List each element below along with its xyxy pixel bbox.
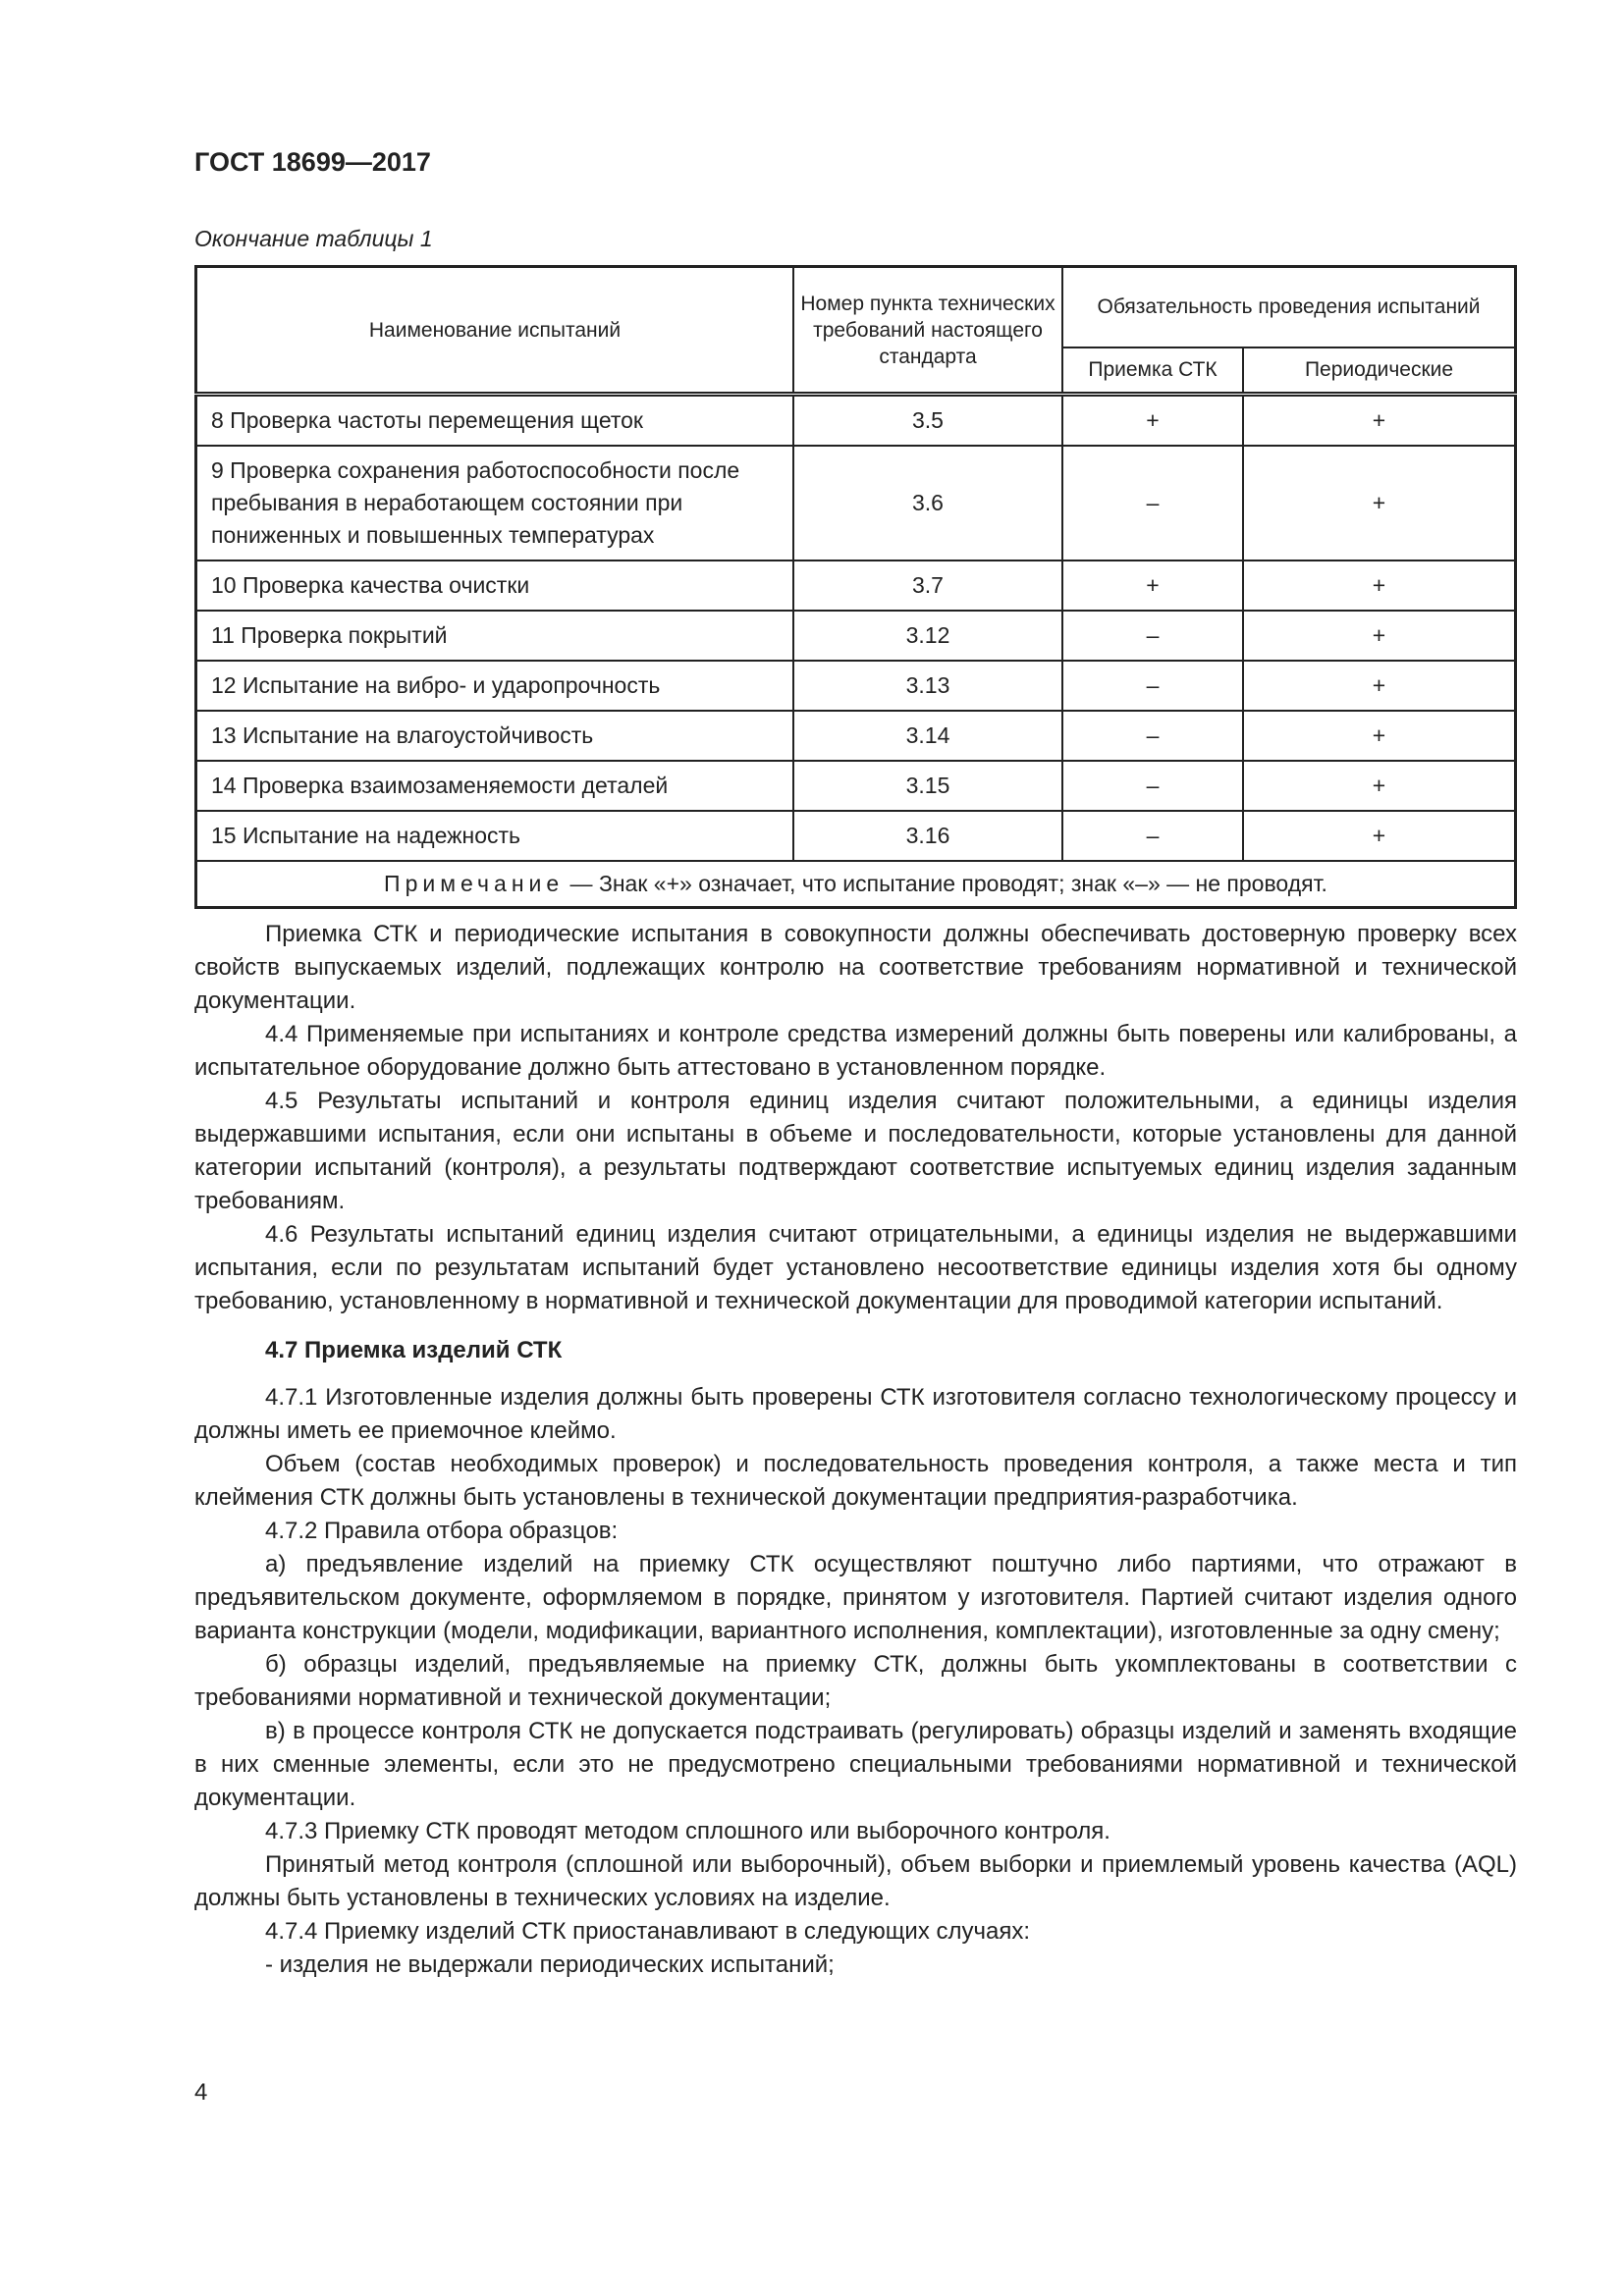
list-item: - изделия не выдержали периодических испытаний; [265, 1951, 835, 1978]
col-header-name: Наименование испытаний [196, 267, 794, 395]
cell-periodic: + [1243, 395, 1516, 447]
paragraph: 4.7.1 Изготовленные изделия должны быть проверены СТК изготовителя согласно технологическому процессу и должны иметь ее приемочное клеймо. [194, 1384, 1517, 1444]
paragraph: 4.7.4 Приемку изделий СТК приостанавливают в следующих случаях: [265, 1918, 1031, 1945]
cell-clause: 3.7 [793, 561, 1062, 611]
table-row [196, 611, 1516, 661]
cell-clause: 3.12 [793, 611, 1062, 661]
cell-periodic: + [1243, 611, 1516, 661]
cell-clause: 3.6 [793, 446, 1062, 561]
cell-clause: 3.15 [793, 761, 1062, 811]
tests-table [194, 265, 1517, 909]
table-row [196, 395, 1516, 447]
note-text: — Знак «+» означает, что испытание проводят; знак «–» — не проводят. [564, 871, 1327, 896]
cell-clause: 3.16 [793, 811, 1062, 861]
paragraph: 4.5 Результаты испытаний и контроля единиц изделия считают положительными, а единицы изделия выдержавшими испытания, если они испытаны в объеме и последовательности, которые установлены для данной категории испытаний (контроля), а результаты подтверждают соответствие испытуемых единиц изделия заданным требованиям. [194, 1088, 1517, 1214]
cell-acceptance: – [1062, 661, 1243, 711]
cell-name: 8 Проверка частоты перемещения щеток [196, 395, 794, 447]
cell-periodic: + [1243, 661, 1516, 711]
table-row [196, 811, 1516, 861]
cell-acceptance: – [1062, 446, 1243, 561]
paragraph: в) в процессе контроля СТК не допускается подстраивать (регулировать) образцы изделий и заменять входящие в них сменные элементы, если это не предусмотрено специальными требованиями нормативной и технической документации. [194, 1718, 1517, 1811]
paragraph: 4.4 Применяемые при испытаниях и контроле средства измерений должны быть поверены или калиброваны, а испытательное оборудование должно быть аттестовано в установленном порядке. [194, 1021, 1517, 1081]
cell-acceptance: – [1062, 711, 1243, 761]
cell-name: 11 Проверка покрытий [196, 611, 794, 661]
cell-acceptance: + [1062, 561, 1243, 611]
table-caption: Окончание таблицы 1 [194, 226, 433, 251]
cell-periodic: + [1243, 561, 1516, 611]
table-note [196, 861, 1516, 908]
paragraph: 4.7.3 Приемку СТК проводят методом сплошного или выборочного контроля. [265, 1818, 1110, 1844]
paragraph: б) образцы изделий, предъявляемые на приемку СТК, должны быть укомплектованы в соответствии с требованиями нормативной и технической документации; [194, 1651, 1517, 1711]
table-row [196, 661, 1516, 711]
col-header-mandatory: Обязательность проведения испытаний [1062, 267, 1516, 347]
paragraph: 4.6 Результаты испытаний единиц изделия считают отрицательными, а единицы изделия не выдержавшими испытания, если по результатам испытаний будет установлено несоответствие единицы изделия хотя бы одному требованию, установленному в нормативной и технической документации для проводимой категории испытаний. [194, 1221, 1517, 1314]
cell-periodic: + [1243, 761, 1516, 811]
paragraph: Принятый метод контроля (сплошной или выборочный), объем выборки и приемлемый уровень качества (AQL) должны быть установлены в технических условиях на изделие. [194, 1851, 1517, 1911]
cell-acceptance: – [1062, 811, 1243, 861]
cell-acceptance: – [1062, 761, 1243, 811]
cell-clause: 3.5 [793, 395, 1062, 447]
cell-clause: 3.14 [793, 711, 1062, 761]
paragraph: 4.7.2 Правила отбора образцов: [265, 1518, 619, 1544]
paragraph: а) предъявление изделий на приемку СТК осуществляют поштучно либо партиями, что отражают в предъявительском документе, оформляемом в порядке, принятом у изготовителя. Партией считают изделия одного варианта конструкции (модели, модификации, вариантного исполнения, комплектации), изготовленные за одну смену; [194, 1551, 1517, 1644]
cell-periodic: + [1243, 711, 1516, 761]
document-header: ГОСТ 18699—2017 [194, 147, 431, 177]
cell-name: 14 Проверка взаимозаменяемости деталей [196, 761, 794, 811]
cell-periodic: + [1243, 811, 1516, 861]
paragraph: Приемка СТК и периодические испытания в совокупности должны обеспечивать достоверную проверку всех свойств выпускаемых изделий, подлежащих контролю на соответствие требованиям нормативной и технической документации. [194, 921, 1517, 1014]
cell-periodic: + [1243, 446, 1516, 561]
cell-acceptance: – [1062, 611, 1243, 661]
cell-name: 12 Испытание на вибро- и ударопрочность [196, 661, 794, 711]
paragraph: Объем (состав необходимых проверок) и последовательность проведения контроля, а также места и тип клеймения СТК должны быть установлены в технической документации предприятия-разработчика. [194, 1451, 1517, 1511]
col-header-clause: Номер пункта технических требований настоящего стандарта [793, 267, 1062, 395]
page-number: 4 [194, 2079, 208, 2106]
cell-name: 10 Проверка качества очистки [196, 561, 794, 611]
cell-name: 15 Испытание на надежность [196, 811, 794, 861]
body-text [194, 918, 1517, 1982]
cell-name: 13 Испытание на влагоустойчивость [196, 711, 794, 761]
table-row [196, 761, 1516, 811]
col-header-acceptance: Приемка СТК [1062, 347, 1243, 395]
cell-acceptance: + [1062, 395, 1243, 447]
table-row [196, 711, 1516, 761]
cell-name: 9 Проверка сохранения работоспособности после пребывания в неработающем состоянии при пониженных и повышенных температурах [196, 446, 794, 561]
table-row [196, 446, 1516, 561]
cell-clause: 3.13 [793, 661, 1062, 711]
note-label: Примечание [384, 871, 565, 896]
table-row [196, 561, 1516, 611]
col-header-periodic: Периодические [1243, 347, 1516, 395]
section-title: 4.7 Приемка изделий СТК [265, 1337, 563, 1363]
